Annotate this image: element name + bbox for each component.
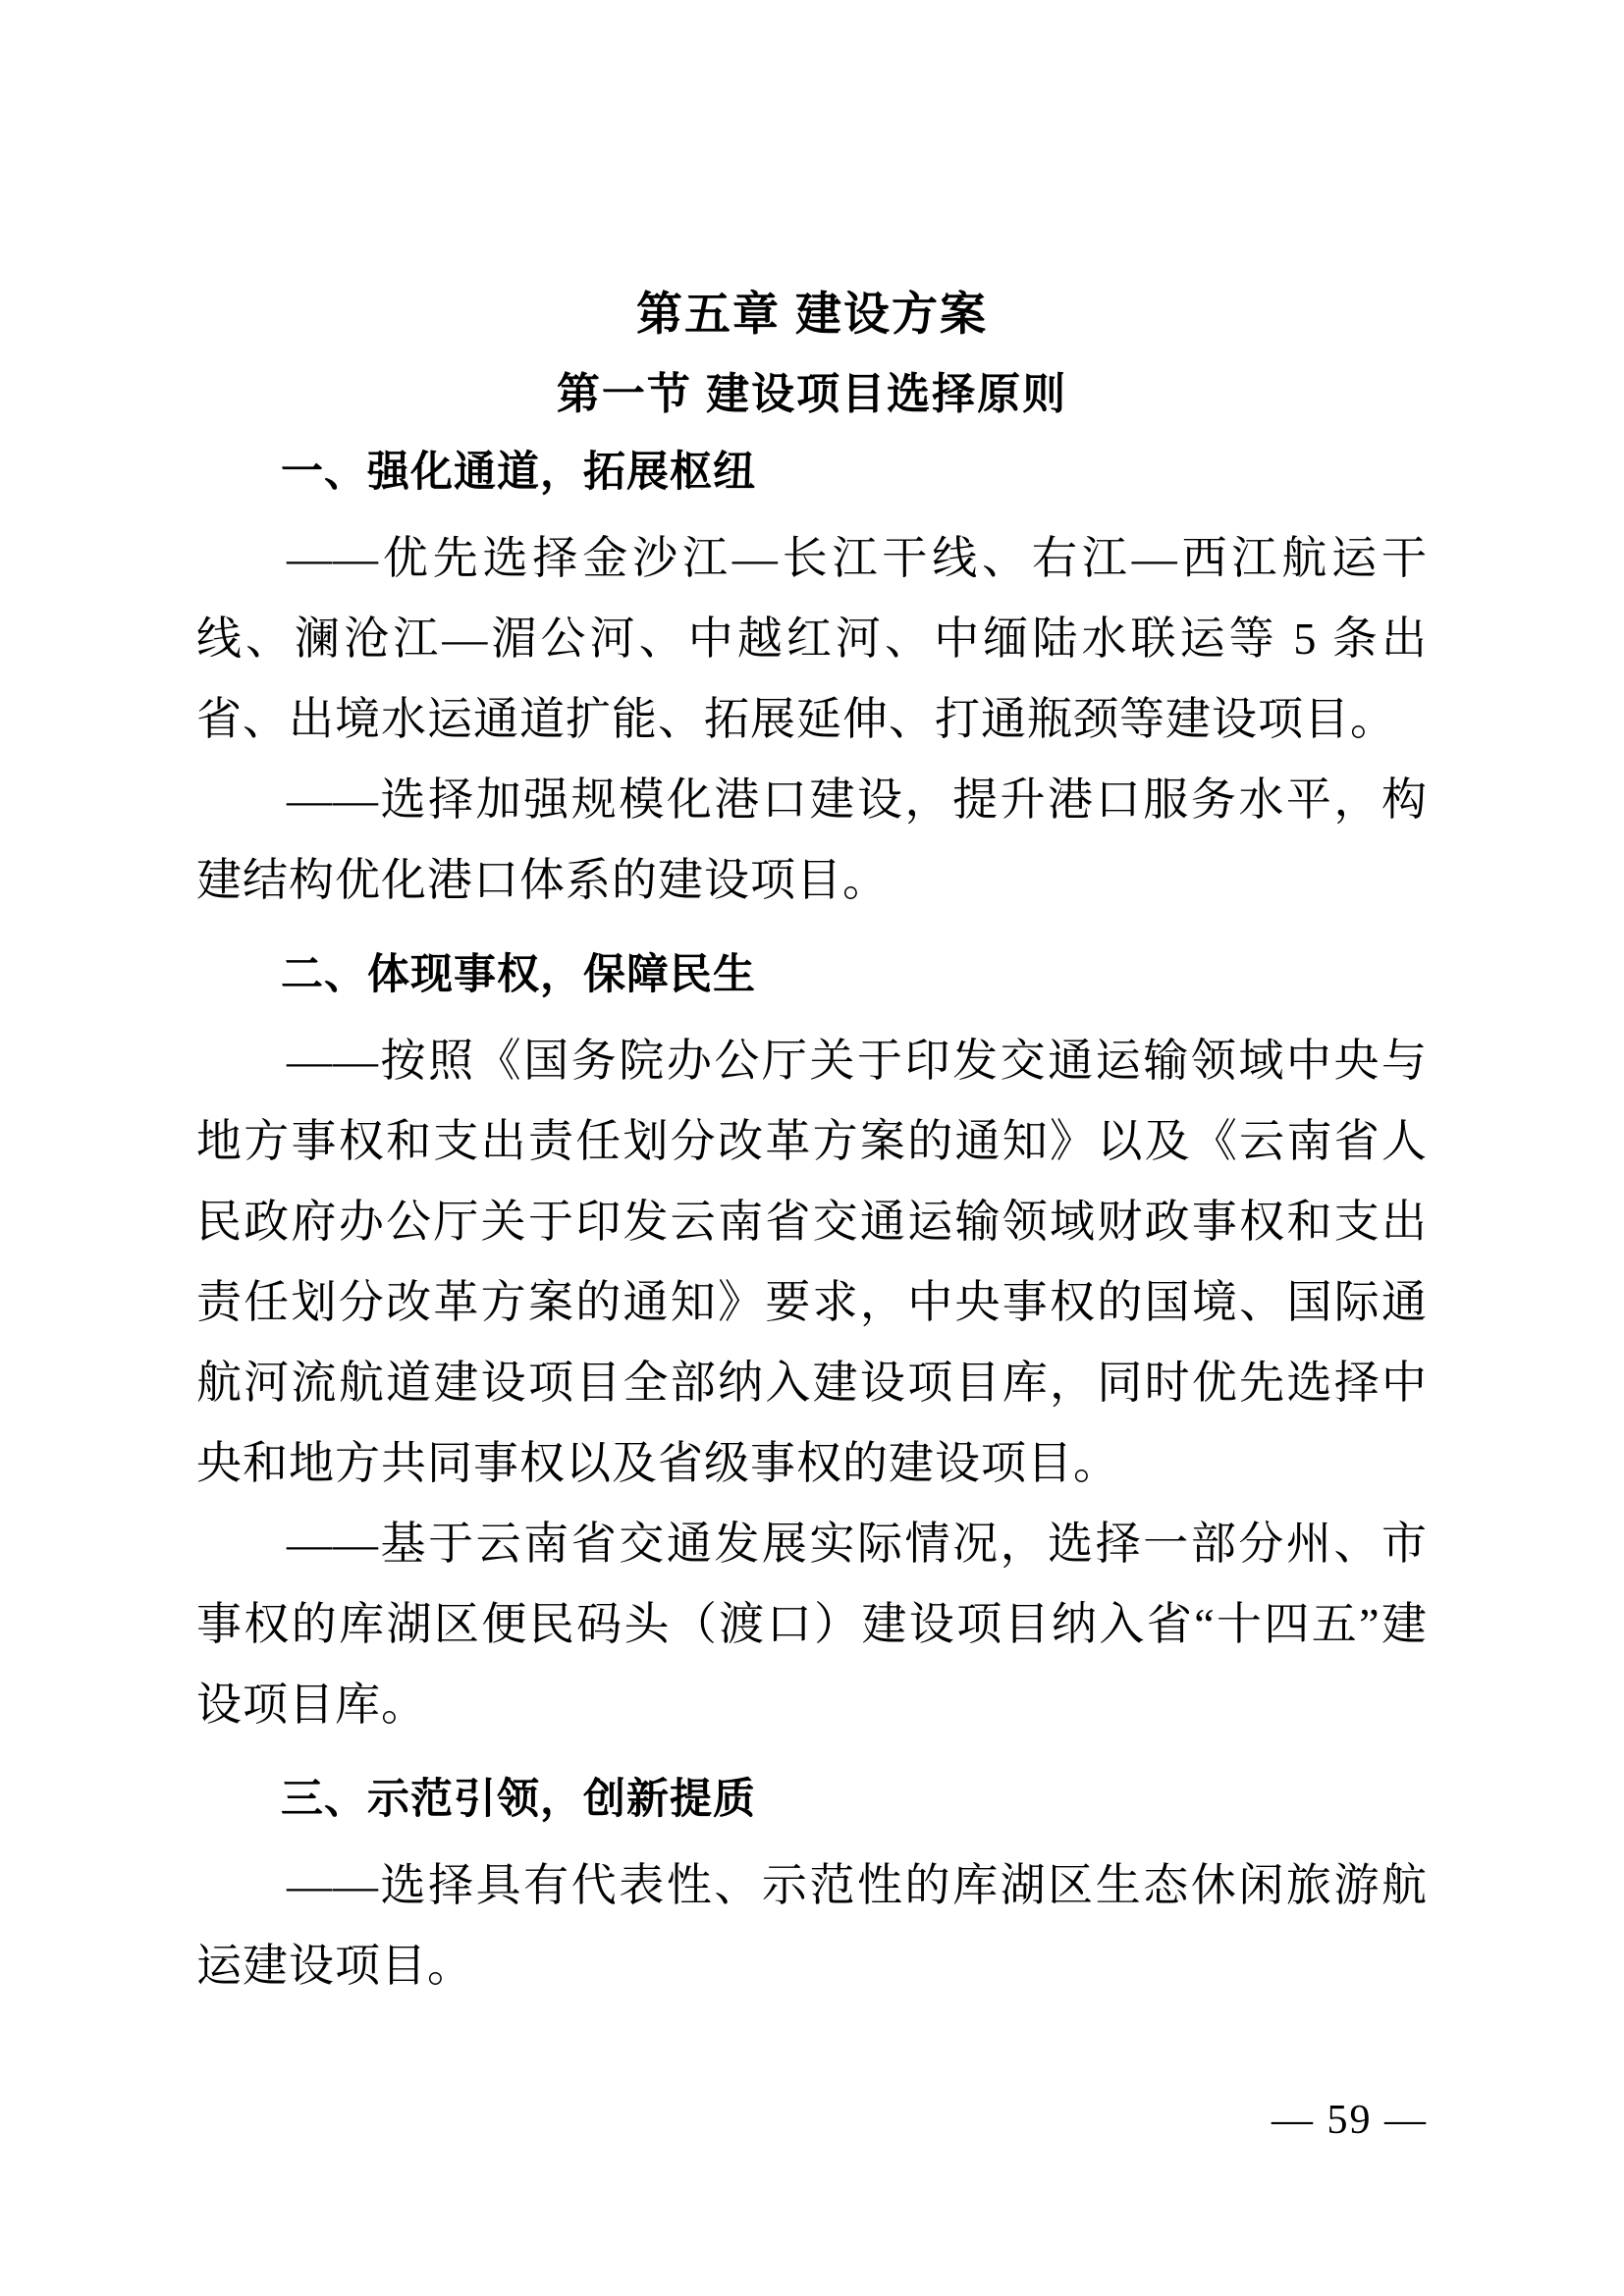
section-heading: 一、强化通道，拓展枢纽 xyxy=(281,449,756,496)
chapter-title: 第五章 建设方案 xyxy=(635,288,989,340)
document-body xyxy=(196,448,1428,2006)
paragraph: ——按照《国务院办公厅关于印发交通运输领域中央与地方事权和支出责任划分改革方案的通知》以及《云南省人民政府办公厅关于印发云南省交通运输领域财政事权和支出责任划分改革方案的通知》要求，中央事权的国境、国际通航河流航道建设项目全部纳入建设项目库，同时优先选择中央和地方共同事权以及省级事权的建设项目。 xyxy=(196,1036,1428,1488)
paragraph: ——选择加强规模化港口建设，提升港口服务水平，构建结构优化港口体系的建设项目。 xyxy=(196,774,1428,905)
section-heading: 二、体现事权，保障民生 xyxy=(281,951,756,998)
paragraph: ——基于云南省交通发展实际情况，选择一部分州、市事权的库湖区便民码头（渡口）建设项目纳入省“十四五”建设项目库。 xyxy=(196,1519,1428,1730)
paragraph: ——优先选择金沙江—长江干线、右江—西江航运干线、澜沧江—湄公河、中越红河、中缅陆水联运等 5 条出省、出境水运通道扩能、拓展延伸、打通瓶颈等建设项目。 xyxy=(196,533,1428,744)
page-number: — 59 — xyxy=(1272,2098,1428,2143)
section-title: 第一节 建设项目选择原则 xyxy=(556,370,1068,418)
section-heading: 三、示范引领，创新提质 xyxy=(281,1776,756,1823)
paragraph: ——选择具有代表性、示范性的库湖区生态休闲旅游航运建设项目。 xyxy=(196,1860,1428,1991)
